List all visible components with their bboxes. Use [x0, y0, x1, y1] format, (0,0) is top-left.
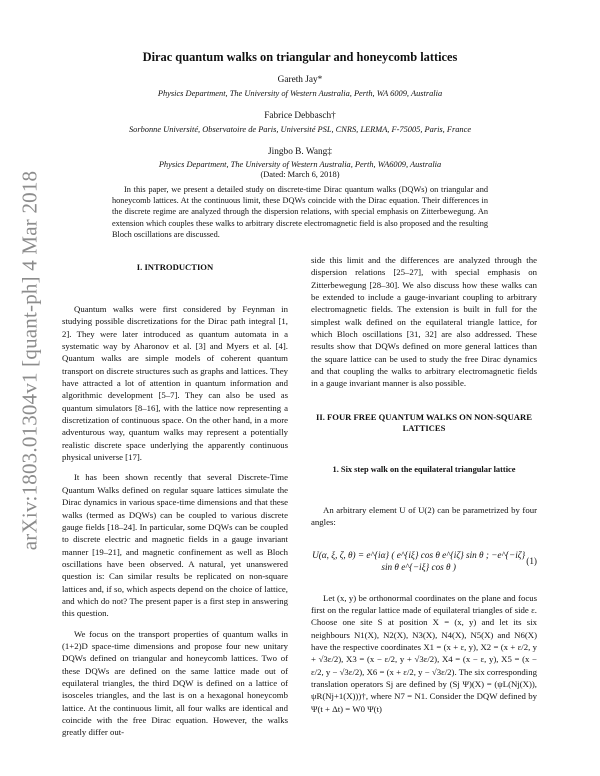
author-3: Jingbo B. Wang‡ [268, 147, 332, 157]
intro-paragraph-3: We focus on the transport properties of quantum walks in (1+2)D space-time dimensions and propose four new unitary DQWs defined on triangular and honeycomb lattices. Two of these DQWs are defined on the same lattice made out of equilateral triangles, the third DQW is defined on a lattice of isosceles triangles, and the last is on a hexagonal honeycomb lattice. At the continuous limit, all four walks are identical and coincide with the free Dirac equation. However, the walks greatly differ out- [62, 628, 288, 738]
parametrization-paragraph: An arbitrary element U of U(2) can be parametrized by four angles: [311, 505, 537, 528]
equation-1-number: (1) [526, 555, 537, 566]
author-2: Fabrice Debbasch† [264, 111, 336, 121]
lattice-definition-paragraph: Let (x, y) be orthonormal coordinates on the plane and focus first on the regular lattice made of equilateral triangles of side ε. Choose one site S at position X = (x, y) and let its six neighbours N1(X), N2(X), N3(X), N4(X), N5(X) and N6(X) have the respective coordinates X1 = (x + ε, y), X2 = (x + ε/2, y + √3ε/2), X3 = (x − ε/2, y + √3ε/2), X4 = (x − ε, y), X5 = (x − ε/2, y − √3ε/2), X6 = (x + ε/2, y − √3ε/2). The six corresponding translation operators Sj are defined by (Sj Ψ)(X) = (ψL(Nj(X)), ψR(Nj+1(X)))†, where N7 = N1. Consider the DQW defined by Ψ(t + Δt) = W0 Ψ(t) [311, 592, 537, 714]
paper-title: Dirac quantum walks on triangular and honeycomb lattices [142, 50, 458, 64]
intro-paragraph-2: It has been shown recently that several Discrete-Time Quantum Walks defined on regular square lattices simulate the Dirac dynamics in various space-time dimensions and that these walks (termed as DQWs) can be coupled to various discrete gauge fields [18–24]. In particular, some DQWs can be coupled to discrete electric and magnetic fields in a gauge invariant manner [19–21], and magnetic confinement as well as Bloch oscillations have been observed. A natural, yet unanswered question is: Can similar results be replicated on non-square lattices and, if so, which aspects depend on the choice of lattice, and which do not? The present paper is a first step in answering this question. [62, 472, 288, 619]
section-1-heading: I. INTRODUCTION [136, 262, 214, 272]
affiliation-3: Physics Department, The University of Western Australia, Perth, WA6009, Australia [158, 160, 442, 169]
section-2-heading: II. FOUR FREE QUANTUM WALKS ON NON-SQUARE LATTICES [316, 411, 532, 433]
arxiv-identifier-stamp [12, 120, 48, 600]
arxiv-stamp-text: arXiv:1803.01304v1 [quant-ph] 4 Mar 2018 [17, 170, 42, 550]
intro-continuation: side this limit and the differences are analyzed through the dispersion relations [25–27], with special emphasis on Zitterbewegung [28–30]. We also discuss how these walks can be extended to include a gauge-invariant coupling to arbitrary electromagnetic fields. The extension is built in full for the simplest walk defined on the equilateral triangle lattice, for which Bloch oscillations [31, 32] are also addressed. These results show that DQWs defined on more general lattices than the square lattice can be used to study the free Dirac dynamics and that coupling the walks to arbitrary electromagnetic fields in a gauge invariant manner is also possible. [311, 255, 537, 389]
affiliation-2: Sorbonne Université, Observatoire de Paris, Université PSL, CNRS, LERMA, F-75005, Paris, France [128, 125, 472, 134]
subsection-1-heading: 1. Six step walk on the equilateral triangular lattice [332, 464, 516, 474]
left-column [62, 262, 288, 747]
abstract: In this paper, we present a detailed study on discrete-time Dirac quantum walks (DQWs) on triangular and honeycomb lattices. At the continuous limit, these DQWs coincide with the Dirac equation. Their differences in the discrete regime are analyzed through the dispersion relations, with special emphasis on Zitterbewegung. An extension which couples these walks to arbitrary discrete electromagnetic field is also proposed and the resulting Bloch oscillations are discussed. [112, 185, 488, 239]
equation-1 [311, 549, 537, 574]
date-line: (Dated: March 6, 2018) [260, 170, 340, 179]
author-1: Gareth Jay* [277, 75, 323, 85]
intro-paragraph-1: Quantum walks were first considered by Feynman in studying possible discretizations for the Dirac path integral [1, 2]. They were later introduced as quantum automata in a systematic way by Aharonov et al. [3] and Myers et al. [4]. Quantum walks are simple models of coherent quantum transport on discrete structures such as graphs and lattices. They have attracted a lot of attention in quantum information and algorithmic development [5–7]. They can also be used as quantum simulators [8–16], with the lattice now representing a discretization of continuous space. On the other hand, in a more adventurous way, quantum walks may represent a potentially realistic discrete space underlying the apparently continuous physical universe [17]. [62, 304, 288, 463]
equation-1-body: U(α, ξ, ζ, θ) = e^{iα} ( e^{iξ} cos θ e^{iζ} sin θ ; −e^{−iζ} sin θ e^{−iξ} cos θ ) [312, 549, 526, 573]
right-column [311, 254, 537, 723]
affiliation-1: Physics Department, The University of Western Australia, Perth, WA 6009, Australia [157, 89, 443, 98]
